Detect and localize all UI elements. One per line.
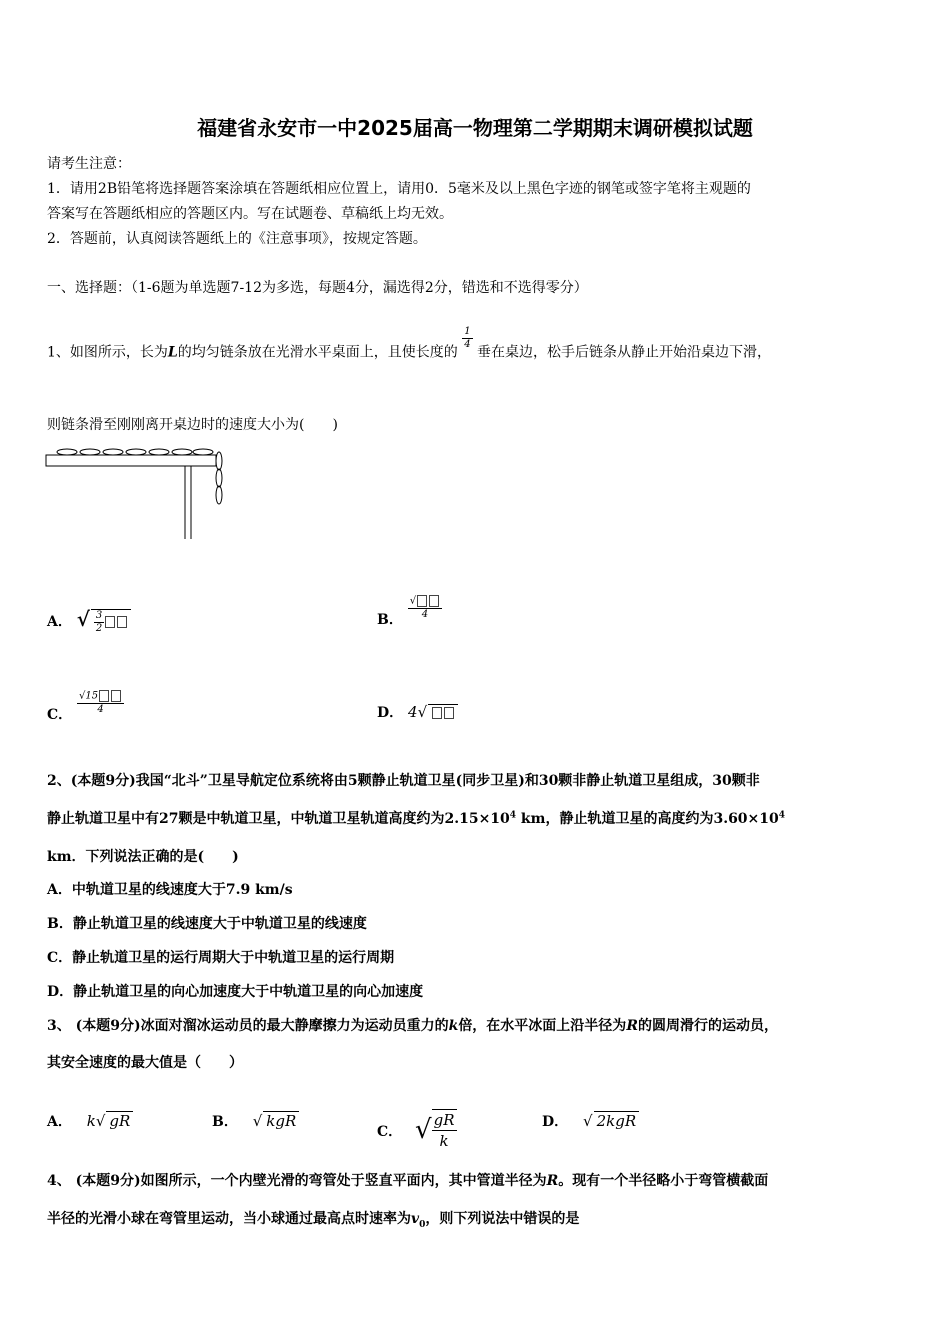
q4-var-R: R [546, 1173, 559, 1189]
notice-line-1: 1．请用2B铅笔将选择题答案涂填在答题纸相应位置上，请用0．5毫米及以上黑色字迹的钢笔或签字笔将主观题的 [47, 181, 751, 197]
q3-option-c-label: C． [377, 1124, 403, 1140]
q1-c-den: 4 [97, 703, 104, 715]
q3-option-a[interactable]: A． k√ gR [47, 1111, 133, 1131]
page-title: 福建省永安市一中2025届高一物理第二学期期末调研模拟试题 [197, 116, 753, 140]
q1-part2: 的均匀链条放在光滑水平桌面上，且使长度的 [177, 344, 458, 361]
q1-part3: 垂在桌边，松手后链条从静止开始沿桌边下滑， [477, 344, 772, 361]
q2-line2a: 静止轨道卫星中有27颗是中轨道卫星，中轨道卫星轨道高度约为2.15×10 [47, 811, 510, 827]
q1-c-prefix: √15 [79, 690, 99, 702]
q3-a-coef: k [86, 1112, 96, 1130]
q1-c-frac [77, 690, 124, 716]
chain-on-table-diagram [45, 446, 230, 542]
q1-b-frac: $\frac{√}{4}$ [408, 595, 442, 621]
q3-var-R: R [626, 1018, 638, 1034]
q3-option-d[interactable]: D． √ 2kgR [542, 1111, 639, 1131]
q3-line2: 其安全速度的最大值是（ ） [47, 1055, 243, 1071]
q3-option-b-label: B． [212, 1114, 238, 1130]
q3-option-d-label: D． [542, 1114, 569, 1130]
q2-line2 [47, 808, 785, 828]
q3-part3: 的圆周滑行的运动员， [637, 1018, 778, 1034]
q2-option-c[interactable]: C．静止轨道卫星的运行周期大于中轨道卫星的运行周期 [47, 950, 395, 966]
q1-fraction [462, 326, 472, 351]
q1-option-a-label: A． [47, 614, 72, 630]
q4-part1: 4、 (本题9分)如图所示，一个内壁光滑的弯管处于竖直平面内，其中管道半径为 [47, 1173, 547, 1189]
q3-a-rad: gR [106, 1111, 133, 1130]
q3-d-rad: 2kgR [594, 1111, 640, 1130]
q3-option-c[interactable]: C． √ $\frac{gR}{k}$ [377, 1111, 455, 1150]
q1-a-num: 3 [95, 609, 103, 621]
q4-line2b: ，则下列说法中错误的是 [425, 1211, 580, 1227]
q1-a-frac [94, 610, 104, 635]
notice-heading: 请考生注意： [47, 156, 131, 172]
q4-line2 [47, 1208, 579, 1230]
q2-option-b[interactable]: B．静止轨道卫星的线速度大于中轨道卫星的线速度 [47, 916, 367, 932]
q2-line2b: km，静止轨道卫星的高度约为3.60×10 [516, 811, 779, 827]
chain-hanging [216, 452, 222, 504]
q1-option-c-label: C． [47, 706, 73, 723]
q1-option-b-label: B． [377, 611, 403, 628]
q4-stem [47, 1170, 768, 1190]
section-heading: 一、选择题：（1-6题为单选题7-12为多选，每题4分，漏选得2分，错选和不选得零分） [47, 280, 588, 296]
q1-option-b[interactable] [377, 595, 442, 633]
q4-part2: 。现有一个半径略小于弯管横截面 [558, 1173, 769, 1189]
q1-a-den: 2 [95, 622, 103, 634]
q3-part2: 倍，在水平冰面上沿半径为 [458, 1018, 627, 1034]
q1-option-a[interactable]: A． √ $\frac{3}{2}$ [47, 607, 131, 635]
q2-line1: 2、(本题9分)我国“北斗”卫星导航定位系统将由5颗静止轨道卫星(同步卫星)和30颗非静止轨道卫星组成，30颗非 [47, 773, 760, 789]
q3-c-frac [432, 1109, 457, 1151]
chain-horizontal [57, 449, 213, 455]
q3-var-k: k [448, 1018, 459, 1034]
q1-option-d[interactable]: D． 4√ [377, 702, 458, 722]
q1-frac-num: 1 [464, 326, 471, 337]
q3-option-b[interactable]: B． √ kgR [212, 1111, 299, 1131]
q3-option-a-label: A． [47, 1114, 72, 1130]
q3-c-den: k [439, 1132, 449, 1150]
q1-var-L: L [167, 344, 178, 361]
q4-sub0: 0 [419, 1219, 426, 1230]
q2-line3: km．下列说法正确的是( ) [47, 849, 239, 865]
q1-frac-den: 4 [464, 339, 471, 350]
q3-c-num: gR [433, 1111, 455, 1129]
q3-stem [47, 1015, 778, 1035]
q3-part1: 3、 (本题9分)冰面对溜冰运动员的最大静摩擦力为运动员重力的 [47, 1018, 449, 1034]
q4-line2a: 半径的光滑小球在弯管里运动，当小球通过最高点时速率为 [47, 1211, 411, 1227]
q4-var-v: v [411, 1211, 420, 1227]
q1-option-c[interactable] [47, 690, 124, 728]
q1-stem [47, 326, 772, 365]
q2-option-d[interactable]: D．静止轨道卫星的向心加速度大于中轨道卫星的向心加速度 [47, 984, 424, 1000]
q1-b-den: 4 [421, 608, 429, 620]
q1-option-d-label: D． [377, 705, 404, 721]
q2-exp1: 4 [509, 810, 517, 821]
table-top [46, 455, 216, 466]
q3-b-rad: kgR [263, 1111, 299, 1130]
q2-exp2: 4 [778, 810, 786, 821]
notice-line-2: 2．答题前，认真阅读答题纸上的《注意事项》，按规定答题。 [47, 231, 427, 247]
q2-option-a[interactable]: A．中轨道卫星的线速度大于7.9 km/s [47, 882, 293, 898]
q1-line2: 则链条滑至刚刚离开桌边时的速度大小为( ) [47, 417, 338, 433]
notice-line-1b: 答案写在答题纸相应的答题区内。写在试题卷、草稿纸上均无效。 [47, 206, 453, 222]
q1-part1: 1、如图所示，长为 [47, 344, 168, 361]
q1-d-coef: 4 [408, 703, 418, 721]
